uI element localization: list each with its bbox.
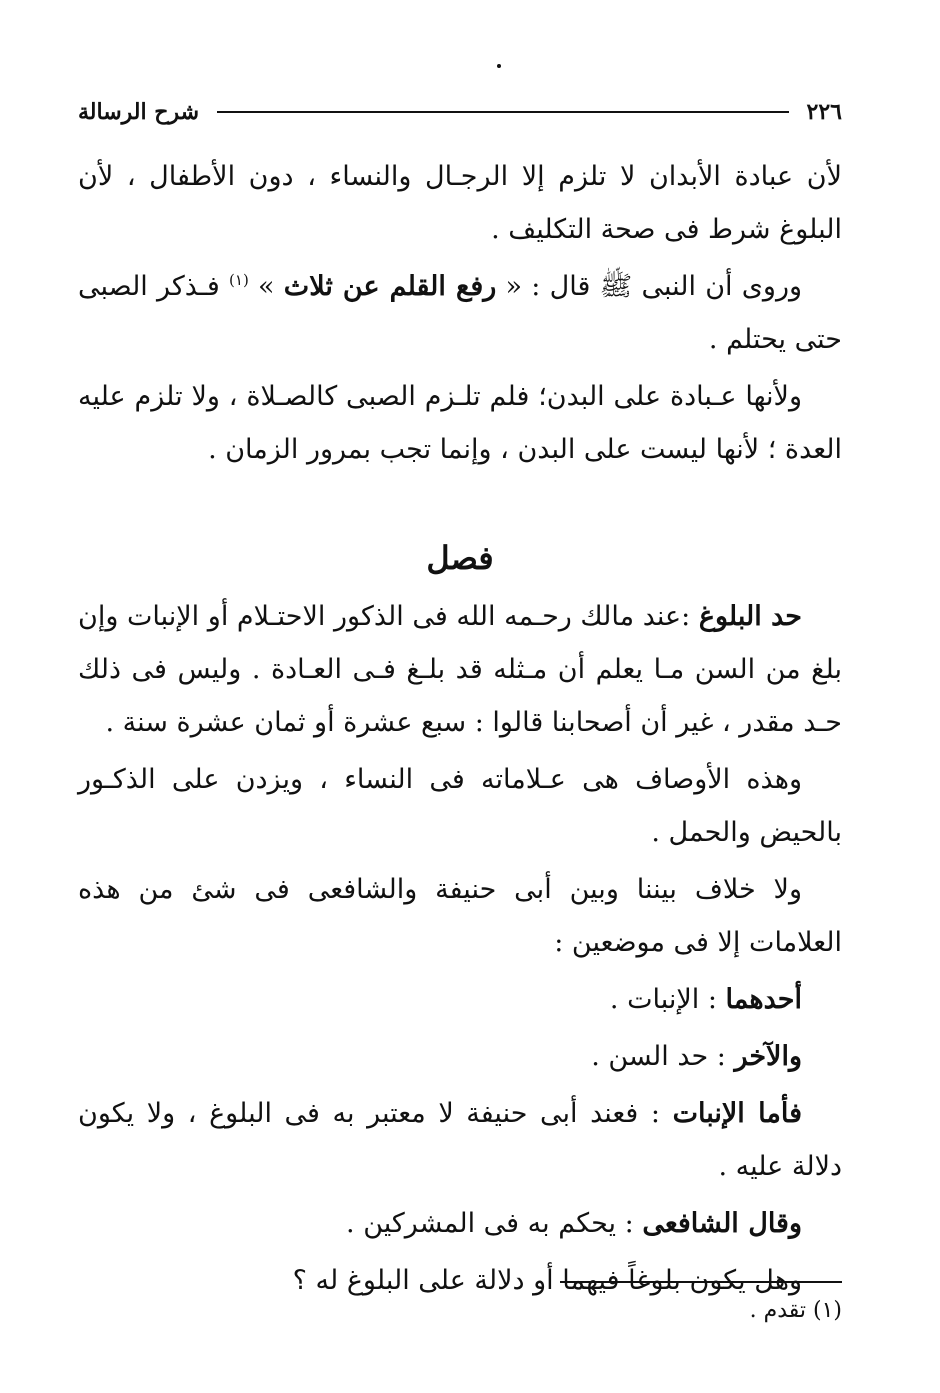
hadith-quote: رفع القلم عن ثلاث — [283, 271, 497, 302]
list-item-1-term: أحدهما — [725, 984, 802, 1015]
page-speck — [497, 64, 501, 68]
running-title: شرح الرسالة — [78, 99, 200, 125]
paragraph-1: لأن عبادة الأبدان لا تلزم إلا الرجـال والنساء ، دون الأطفال ، لأن البلوغ شرط فى صحة التكليف . — [78, 161, 842, 245]
paragraph-8-rest: : يحكم به فى المشركين . — [346, 1208, 643, 1239]
paragraph-4 — [78, 590, 842, 749]
term-hadd-al-bulugh: حد البلوغ — [698, 601, 802, 632]
page-header — [78, 92, 842, 132]
list-item-2-rest: : حد السن . — [591, 1041, 735, 1072]
paragraph-3: ولأنها عـبادة على البدن؛ فلم تلـزم الصبى كالصـلاة ، ولا تلزم عليه العدة ؛ لأنها ليست على البدن ، وإنما تجب بمرور الزمان . — [78, 381, 842, 465]
paragraph-2 — [78, 260, 842, 366]
list-item-2-term: والآخر — [734, 1041, 802, 1072]
header-rule — [217, 111, 789, 113]
paragraph-8 — [78, 1197, 842, 1250]
list-item-1-rest: : الإنبات . — [609, 984, 726, 1015]
footnote-marker: (١) — [229, 271, 249, 289]
paragraph-2-after: فـذكر الصبى حتى يحتلم . — [78, 271, 842, 355]
paragraph-5: وهذه الأوصاف هى عـلاماته فى النساء ، ويزدن على الذكـور بالحيض والحمل . — [78, 764, 842, 848]
list-item-2 — [78, 1030, 842, 1083]
term-al-inbat: فأما الإنبات — [672, 1098, 802, 1129]
paragraph-2-before: وروى أن النبى ﷺ قال : « — [496, 271, 803, 302]
section-title: فصل — [426, 539, 494, 577]
paragraph-9: وهل يكون بلوغاً فيهما أو دلالة على البلوغ له ؟ — [292, 1265, 802, 1296]
main-text — [78, 150, 842, 1311]
paragraph-7 — [78, 1087, 842, 1193]
list-item-1 — [78, 973, 842, 1026]
paragraph-7-rest: : فعند أبى حنيفة لا معتبر به فى البلوغ ، ولا يكون دلالة عليه . — [78, 1098, 842, 1182]
term-shafii: وقال الشافعى — [642, 1208, 802, 1239]
paragraph-6: ولا خلاف بيننا وبين أبى حنيفة والشافعى فى شئ من هذه العلامات إلا فى موضعين : — [78, 874, 842, 958]
paragraph-4-rest: :عند مالك رحـمه الله فى الذكور الاحتـلام أو الإنبات وإن بلغ من السن مـا يعلم أن مـثله قد بلـغ فـى العـادة . وليس فى ذلك حـد مقدر ، غير أن أصحابنا قالوا : سبع عشرة أو ثمان عشرة سنة . — [78, 601, 842, 738]
footnote: (١) تقدم . — [749, 1298, 842, 1323]
footnote-rule — [560, 1281, 842, 1283]
page-number: ٢٢٦ — [806, 99, 842, 125]
quote-close: » — [248, 271, 284, 302]
